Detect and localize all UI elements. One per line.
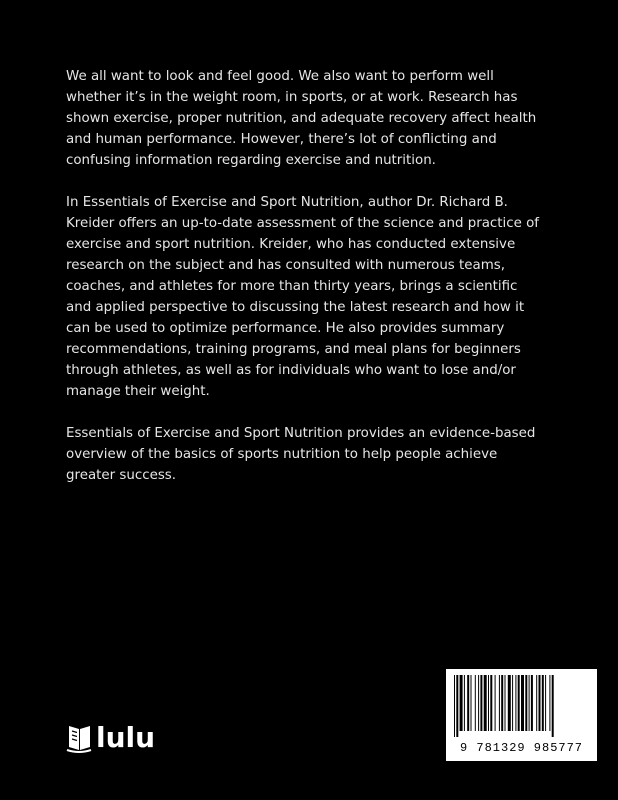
book-icon bbox=[66, 722, 92, 754]
blurb-text bbox=[66, 66, 556, 507]
isbn-barcode bbox=[446, 669, 597, 761]
blurb-paragraph-1: We all want to look and feel good. We also want to perform well whether it’s in the weight room, in sports, or at work. Research has shown exercise, proper nutrition, and adequate recovery affect health and human performance. However, there’s lot of conflicting and confusing information regarding exercise and nutrition. bbox=[66, 69, 537, 168]
barcode-bars bbox=[452, 675, 591, 737]
blurb-paragraph-3: Essentials of Exercise and Sport Nutrition provides an evidence-based overview of the basics of sports nutrition to help people achieve greater success. bbox=[66, 426, 536, 483]
isbn-number: 9 781329 985777 bbox=[459, 741, 584, 755]
publisher-name: lulu bbox=[96, 721, 156, 754]
publisher-logo bbox=[66, 718, 155, 758]
blurb-paragraph-2: In Essentials of Exercise and Sport Nutrition, author Dr. Richard B. Kreider offers an up-to-date assessment of the science and practice of exercise and sport nutrition. Kreider, who has conducted extensive research on the subject and has consulted with numerous teams, coaches, and athletes for more than thirty years, brings a scientific and applied perspective to discussing the latest research and how it can be used to optimize performance. He also provides summary recommendations, training programs, and meal plans for beginners through athletes, as well as for individuals who want to lose and/or manage their weight. bbox=[66, 195, 540, 399]
